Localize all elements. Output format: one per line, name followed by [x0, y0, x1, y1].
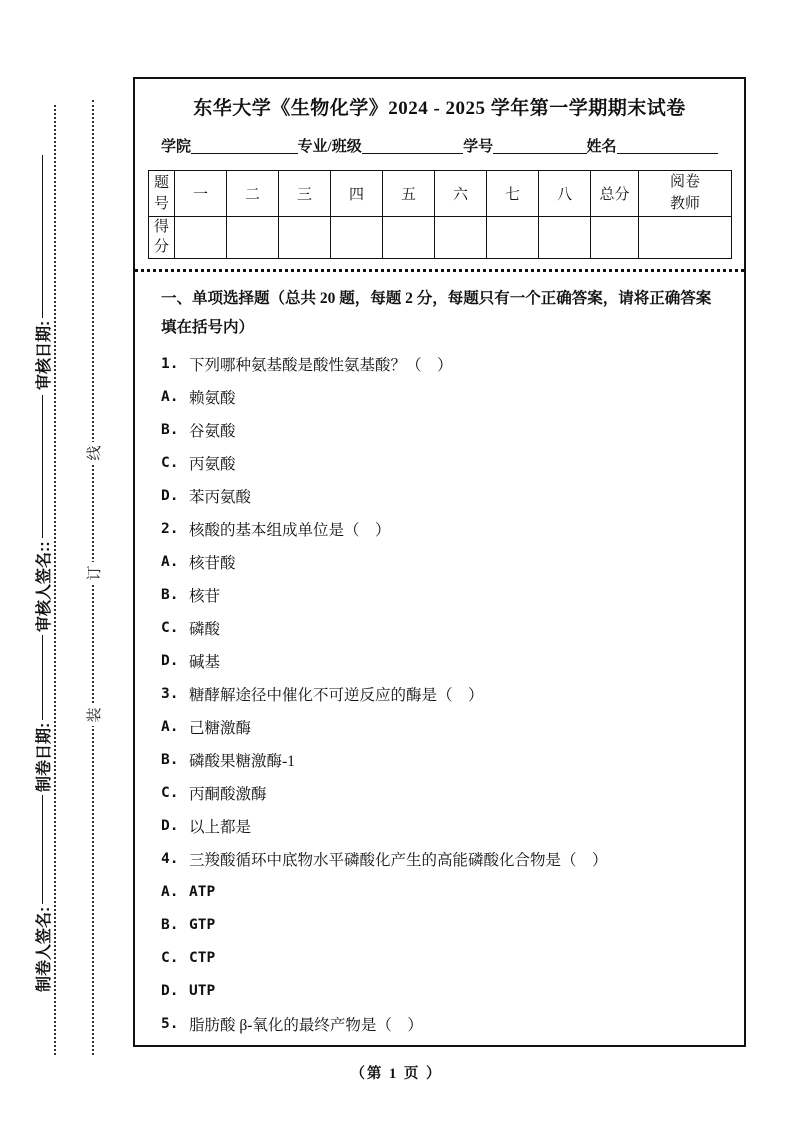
option-text: 己糖激酶: [189, 720, 252, 737]
question-2-text: 核酸的基本组成单位是（ ）: [189, 522, 391, 539]
question-4-text: 三羧酸循环中底物水平磷酸化产生的高能磷酸化合物是（ ）: [189, 852, 608, 869]
option-text: 丙酮酸激酶: [189, 786, 267, 803]
column-header-8: 八: [539, 171, 591, 217]
exam-title: 东华大学《生物化学》2024 - 2025 学年第一学期期末试卷: [193, 98, 686, 119]
question-1-option-a: [161, 381, 718, 414]
option-letter: C.: [161, 455, 179, 471]
binding-dotted-line-inner: [54, 105, 56, 1055]
question-3-number: 3.: [161, 686, 179, 702]
margin-group-paper-setting-date: [29, 635, 55, 792]
margin-group-review-date: [29, 155, 55, 390]
option-text: 碱基: [189, 654, 221, 671]
question-1-text: 下列哪种氨基酸是酸性氨基酸？（ ）: [189, 357, 453, 374]
option-text: 磷酸: [189, 621, 221, 638]
question-3-option-a: [161, 711, 718, 744]
question-2-option-c: [161, 612, 718, 645]
question-1: [161, 348, 718, 381]
column-header-7: 七: [487, 171, 539, 217]
option-text: UTP: [189, 983, 216, 999]
question-2: [161, 513, 718, 546]
option-text: 谷氨酸: [189, 423, 236, 440]
review-date-blank-line: [42, 155, 43, 318]
page-number: （第 1 页 ）: [350, 1066, 443, 1082]
option-text: CTP: [189, 950, 216, 966]
option-text: 丙氨酸: [189, 456, 236, 473]
column-header-2: 二: [227, 171, 279, 217]
major-class-label: 专业/班级: [297, 139, 362, 155]
question-3-text: 糖酵解途径中催化不可逆反应的酶是（ ）: [189, 687, 484, 704]
question-2-number: 2.: [161, 521, 179, 537]
question-4-number: 4.: [161, 851, 179, 867]
binding-char-ding: 订: [82, 562, 104, 584]
option-text: 磷酸果糖激酶-1: [189, 753, 295, 770]
option-letter: B.: [161, 587, 179, 603]
name-blank-line: [617, 151, 718, 154]
column-header-4: 四: [331, 171, 383, 217]
option-letter: D.: [161, 983, 179, 999]
column-header-3: 三: [279, 171, 331, 217]
college-label: 学院: [161, 139, 192, 155]
college-blank-line: [191, 151, 298, 154]
option-text: 苯丙氨酸: [189, 489, 252, 506]
option-letter: D.: [161, 818, 179, 834]
option-letter: B.: [161, 917, 179, 933]
student-id-label: 学号: [463, 139, 494, 155]
option-letter: B.: [161, 752, 179, 768]
score-cell-total: [591, 217, 639, 259]
question-4-option-d: [161, 975, 718, 1008]
score-cell-5: [383, 217, 435, 259]
score-table-header-row: [149, 171, 732, 217]
score-cell-8: [539, 217, 591, 259]
option-letter: D.: [161, 488, 179, 504]
paper-setting-date-label: 制卷日期:: [35, 722, 53, 792]
dotted-separator: [135, 269, 744, 272]
section-heading: 一、单项选择题（总共 20 题，每题 2 分，每题只有一个正确答案，请将正确答案填在括号内）: [161, 289, 712, 336]
name-label: 姓名: [586, 139, 617, 155]
option-text: GTP: [189, 917, 216, 933]
option-letter: A.: [161, 389, 179, 405]
question-1-option-b: [161, 414, 718, 447]
question-2-option-b: [161, 579, 718, 612]
major-class-blank-line: [362, 151, 463, 154]
score-table: [148, 170, 732, 259]
score-cell-7: [487, 217, 539, 259]
column-header-6: 六: [435, 171, 487, 217]
column-header-total: 总分: [591, 171, 639, 217]
reviewer-signature-blank-line: [42, 395, 43, 538]
question-5-number: 5.: [161, 1016, 179, 1032]
question-1-option-c: [161, 447, 718, 480]
paper-setter-signature-blank-line: [42, 795, 43, 904]
question-5: [161, 1008, 718, 1041]
question-3-option-b: [161, 744, 718, 777]
question-3: [161, 678, 718, 711]
question-4: [161, 843, 718, 876]
option-text: 以上都是: [189, 819, 252, 836]
question-1-option-d: [161, 480, 718, 513]
option-letter: C.: [161, 785, 179, 801]
option-letter: C.: [161, 950, 179, 966]
student-info-row: [161, 134, 718, 156]
score-row-header: 得分: [149, 217, 175, 259]
question-5-text: 脂肪酸 β-氧化的最终产物是（ ）: [189, 1017, 423, 1034]
question-2-option-d: [161, 645, 718, 678]
binding-char-xian: 线: [82, 442, 104, 464]
grader-header: 阅卷教师: [639, 171, 732, 217]
option-text: 核苷酸: [189, 555, 236, 572]
paper-setting-date-blank-line: [42, 635, 43, 720]
binding-char-zhuang: 装: [82, 704, 104, 726]
option-letter: A.: [161, 554, 179, 570]
question-4-option-b: [161, 909, 718, 942]
reviewer-signature-label: 审核人签名::: [35, 541, 53, 632]
score-cell-1: [175, 217, 227, 259]
column-header-1: 一: [175, 171, 227, 217]
score-cell-grader: [639, 217, 732, 259]
question-4-option-a: [161, 876, 718, 909]
question-3-option-d: [161, 810, 718, 843]
question-2-option-a: [161, 546, 718, 579]
question-number-header: 题号: [149, 171, 175, 217]
option-text: 赖氨酸: [189, 390, 236, 407]
option-letter: C.: [161, 620, 179, 636]
paper-setter-signature-label: 制卷人签名:: [35, 906, 53, 992]
exam-sheet: [133, 77, 746, 1047]
option-text: 核苷: [189, 588, 221, 605]
option-letter: A.: [161, 719, 179, 735]
margin-group-paper-setter-signature: [29, 795, 55, 992]
score-cell-3: [279, 217, 331, 259]
margin-group-reviewer-signature: [29, 395, 55, 632]
score-cell-6: [435, 217, 487, 259]
column-header-5: 五: [383, 171, 435, 217]
review-date-label: 审核日期:: [35, 320, 53, 390]
option-letter: A.: [161, 884, 179, 900]
question-1-number: 1.: [161, 356, 179, 372]
option-letter: B.: [161, 422, 179, 438]
student-id-blank-line: [493, 151, 586, 154]
score-cell-4: [331, 217, 383, 259]
question-4-option-c: [161, 942, 718, 975]
score-table-score-row: [149, 217, 732, 259]
score-cell-2: [227, 217, 279, 259]
question-3-option-c: [161, 777, 718, 810]
option-letter: D.: [161, 653, 179, 669]
option-text: ATP: [189, 884, 216, 900]
